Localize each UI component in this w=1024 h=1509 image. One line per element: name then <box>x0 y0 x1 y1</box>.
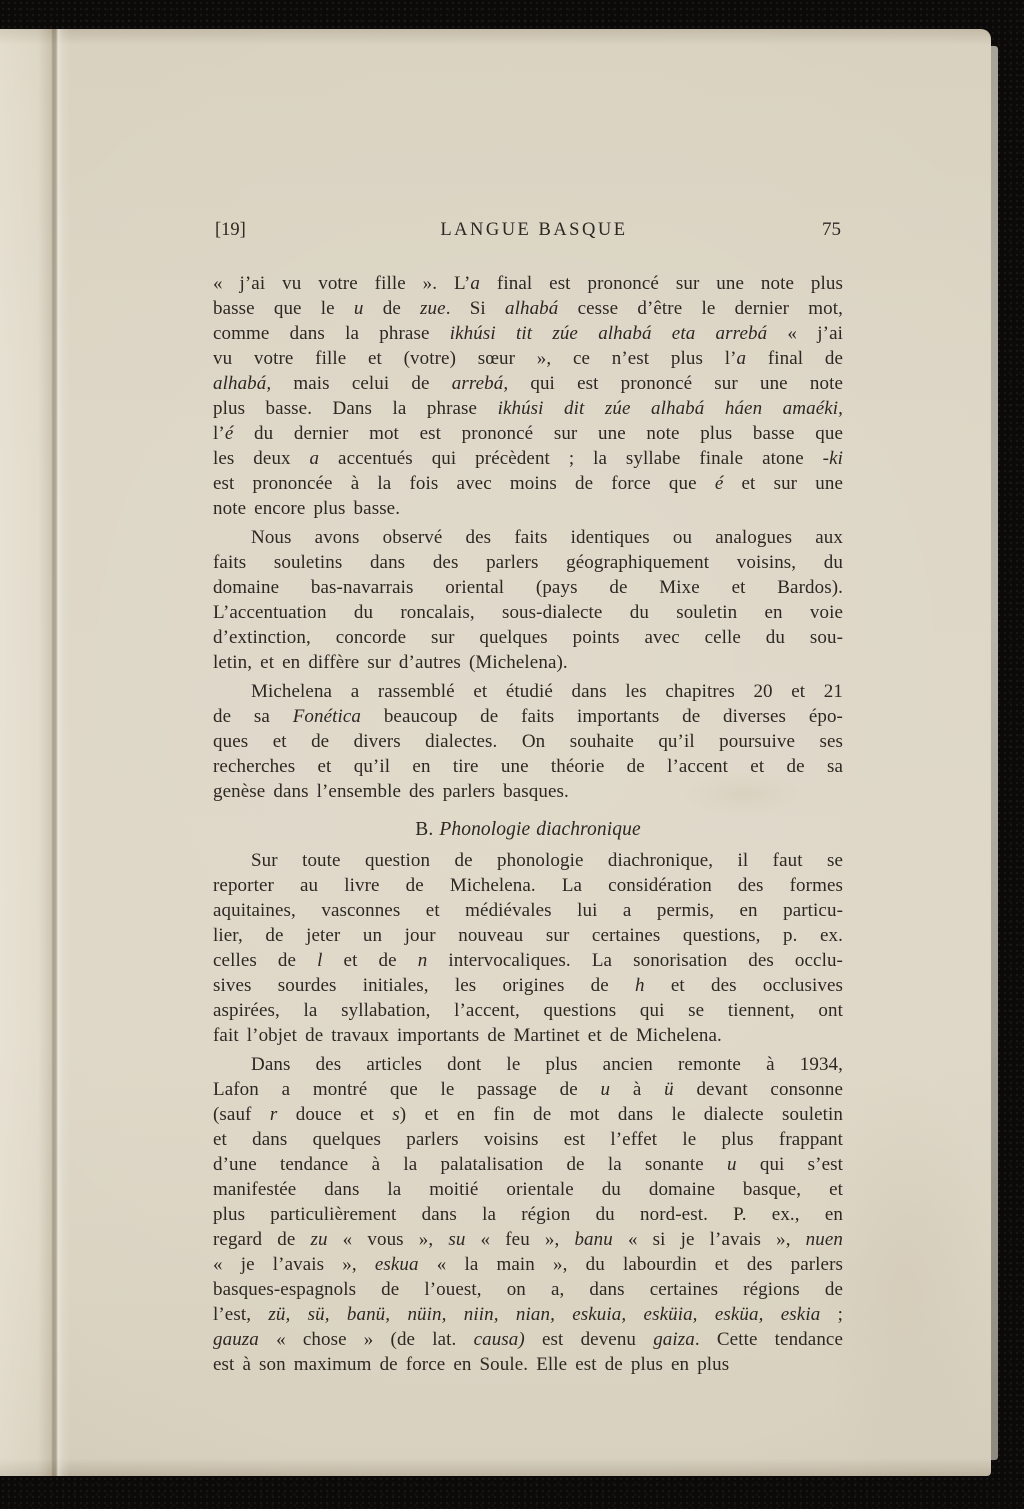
text-line <box>213 396 843 421</box>
text-segment: eskua <box>374 1254 419 1275</box>
paragraph <box>213 525 843 675</box>
text-segment: é <box>714 473 724 494</box>
text-segment: les deux <box>213 448 310 469</box>
text-segment: a <box>309 448 320 469</box>
text-line <box>213 650 843 675</box>
text-segment: qui s’est <box>736 1154 843 1175</box>
text-line <box>213 421 843 446</box>
text-segment: u <box>600 1079 611 1100</box>
text-segment: faits souletins dans des parlers géographiquement voisins, du <box>213 552 843 573</box>
text-segment: plus basse. Dans la phrase <box>213 398 498 419</box>
text-segment: basques-espagnols de l’ouest, on a, dans certaines régions de <box>213 1279 843 1300</box>
text-segment: devant consonne <box>673 1079 843 1100</box>
text-segment: cesse d’être le dernier mot, <box>558 298 843 319</box>
text-segment: l’est, <box>213 1304 269 1325</box>
text-line <box>213 1127 843 1152</box>
text-body <box>213 271 843 1377</box>
text-segment: sives sourdes initiales, les origines de <box>213 975 636 996</box>
text-segment: zue <box>420 298 446 319</box>
text-segment: intervocaliques. La sonorisation des occlu- <box>427 950 843 971</box>
text-segment: vu votre fille et (votre) sœur », ce n’est plus l’ <box>213 348 737 369</box>
text-segment: et dans quelques parlers voisins est l’effet le plus frappant <box>213 1129 843 1150</box>
text-segment: Sur toute question de phonologie diachronique, il faut se <box>251 850 843 871</box>
text-segment: à <box>610 1079 665 1100</box>
text-line <box>213 550 843 575</box>
text-line <box>213 1152 843 1177</box>
text-line <box>213 1202 843 1227</box>
text-line <box>213 1327 843 1352</box>
text-segment: zü, sü, banü, nüin, niin, nian, eskuia, esküia, esküa, eskia <box>268 1304 821 1325</box>
text-segment: a <box>470 273 481 294</box>
text-segment: é <box>224 423 234 444</box>
text-line <box>213 679 843 704</box>
text-line <box>213 729 843 754</box>
text-segment: accentués qui précèdent ; la syllabe finale atone <box>319 448 823 469</box>
paragraph <box>213 848 843 1048</box>
text-segment: alhabá <box>504 298 559 319</box>
text-segment: de sa <box>213 706 293 727</box>
text-segment: est devenu <box>524 1329 654 1350</box>
text-segment: basse que le <box>213 298 354 319</box>
text-line <box>213 371 843 396</box>
text-segment: « la main », du labourdin et des parlers <box>418 1254 843 1275</box>
text-line <box>213 271 843 296</box>
text-segment: aquitaines, vasconnes et médiévales lui a permis, en particu- <box>213 900 843 921</box>
text-segment: u <box>353 298 364 319</box>
text-line <box>213 848 843 873</box>
text-line <box>213 1077 843 1102</box>
text-segment: qui est prononcé sur une note <box>508 373 843 394</box>
text-line <box>213 1352 843 1377</box>
text-segment: genèse dans l’ensemble des parlers basques. <box>213 781 569 802</box>
text-line <box>213 873 843 898</box>
page-block-edge <box>991 46 998 1460</box>
text-segment: recherches et qu’il en tire une théorie de l’accent et de sa <box>213 756 843 777</box>
text-segment: est à son maximum de force en Soule. Elle est de plus en plus <box>213 1354 730 1375</box>
text-segment: ; <box>820 1304 843 1325</box>
text-segment: « j’ai vu votre fille ». L’ <box>213 273 471 294</box>
text-segment: alhabá, <box>213 373 272 394</box>
text-segment: s <box>392 1104 400 1125</box>
text-line <box>213 1177 843 1202</box>
text-line <box>213 754 843 779</box>
text-line <box>213 600 843 625</box>
page-header <box>213 219 843 241</box>
text-segment: d’une tendance à la palatalisation de la sonante <box>213 1154 727 1175</box>
text-segment: Lafon a montré que le passage de <box>213 1079 601 1100</box>
text-segment: et sur une <box>723 473 843 494</box>
text-segment: ques et de divers dialectes. On souhaite qu’il poursuive ses <box>213 731 843 752</box>
text-segment: nuen <box>805 1229 843 1250</box>
text-segment: r <box>269 1104 278 1125</box>
text-segment: causa) <box>473 1329 525 1350</box>
text-segment: zu <box>310 1229 328 1250</box>
text-segment: final de <box>746 348 843 369</box>
text-segment: douce et <box>277 1104 393 1125</box>
text-segment: ikhúsi tit zúe alhabá eta arrebá <box>449 323 768 344</box>
text-segment: gaiza <box>653 1329 695 1350</box>
text-line <box>213 471 843 496</box>
text-segment: (sauf <box>213 1104 270 1125</box>
text-segment: lier, de jeter un jour nouveau sur certaines questions, p. ex. <box>213 925 843 946</box>
text-segment: Fonética <box>292 706 362 727</box>
text-segment: regard de <box>213 1229 311 1250</box>
text-segment: manifestée dans la moitié orientale du domaine basque, et <box>213 1179 843 1200</box>
text-segment: su <box>448 1229 466 1250</box>
text-segment: note encore plus basse. <box>213 498 401 519</box>
text-segment: et des occlusives <box>644 975 843 996</box>
text-segment: Dans des articles dont le plus ancien remonte à 1934, <box>251 1054 843 1075</box>
text-segment: est prononcée à la fois avec moins de force que <box>213 473 715 494</box>
text-line <box>213 1227 843 1252</box>
text-segment: domaine bas-navarrais oriental (pays de Mixe et Bardos). <box>213 577 843 598</box>
text-line <box>213 321 843 346</box>
text-segment: « feu », <box>465 1229 575 1250</box>
column-reference-number: [19] <box>215 220 246 240</box>
text-segment: « j’ai <box>767 323 843 344</box>
text-segment: B. <box>415 819 440 840</box>
text-segment: letin, et en diffère sur d’autres (Michelena). <box>213 652 568 673</box>
text-line <box>213 998 843 1023</box>
text-segment: -ki <box>822 448 843 469</box>
text-segment: ü <box>664 1079 674 1100</box>
text-line <box>213 973 843 998</box>
text-segment: n <box>417 950 428 971</box>
text-segment: « je l’avais », <box>213 1254 375 1275</box>
running-title: LANGUE BASQUE <box>440 220 628 240</box>
text-line <box>213 1023 843 1048</box>
text-line <box>213 923 843 948</box>
text-segment: . Si <box>445 298 505 319</box>
text-line <box>213 575 843 600</box>
page-number: 75 <box>822 219 841 240</box>
text-line <box>213 1302 843 1327</box>
text-line <box>213 1102 843 1127</box>
text-segment: Michelena a rassemblé et étudié dans les chapitres 20 et 21 <box>251 681 843 702</box>
text-segment: et de <box>322 950 418 971</box>
text-line <box>213 296 843 321</box>
text-segment: a <box>736 348 747 369</box>
text-segment: « chose » (de lat. <box>258 1329 474 1350</box>
text-line <box>213 625 843 650</box>
text-line <box>213 948 843 973</box>
text-segment: du dernier mot est prononcé sur une note plus basse que <box>233 423 843 444</box>
text-segment: fait l’objet de travaux importants de Martinet et de Michelena. <box>213 1025 722 1046</box>
text-segment: gauza <box>213 1329 259 1350</box>
text-segment: reporter au livre de Michelena. La considération des formes <box>213 875 843 896</box>
text-segment: Nous avons observé des faits identiques ou analogues aux <box>251 527 843 548</box>
text-line <box>213 1277 843 1302</box>
text-line <box>213 346 843 371</box>
text-segment: u <box>726 1154 737 1175</box>
page-content <box>213 219 843 1377</box>
book-page <box>0 29 991 1476</box>
text-segment: d’extinction, concorde sur quelques points avec celle du sou- <box>213 627 843 648</box>
text-segment: l <box>317 950 323 971</box>
text-segment: beaucoup de faits importants de diverses épo- <box>361 706 843 727</box>
section-heading <box>213 817 843 842</box>
text-segment: L’accentuation du roncalais, sous-dialecte du souletin en voie <box>213 602 843 623</box>
paragraph <box>213 679 843 804</box>
text-segment: . Cette tendance <box>694 1329 843 1350</box>
text-segment: « si je l’avais », <box>612 1229 806 1250</box>
text-segment: celles de <box>213 950 318 971</box>
text-line <box>213 779 843 804</box>
text-segment: banu <box>574 1229 613 1250</box>
text-segment: ) et en fin de mot dans le dialecte souletin <box>399 1104 843 1125</box>
text-line <box>213 817 843 842</box>
text-segment: arrebá, <box>451 373 509 394</box>
paragraph <box>213 1052 843 1377</box>
text-line <box>213 898 843 923</box>
text-segment: plus particulièrement dans la région du nord-est. P. ex., en <box>213 1204 843 1225</box>
text-line <box>213 496 843 521</box>
text-line <box>213 1252 843 1277</box>
text-segment: de <box>363 298 421 319</box>
text-line <box>213 446 843 471</box>
text-segment: Phonologie diachronique <box>439 819 641 840</box>
text-segment: final est prononcé sur une note plus <box>480 273 843 294</box>
text-segment: comme dans la phrase <box>213 323 450 344</box>
text-line <box>213 704 843 729</box>
text-segment: l’ <box>213 423 225 444</box>
text-line <box>213 525 843 550</box>
paragraph <box>213 271 843 521</box>
text-segment: mais celui de <box>271 373 452 394</box>
text-segment: h <box>635 975 645 996</box>
text-line <box>213 1052 843 1077</box>
text-segment: « vous », <box>327 1229 449 1250</box>
text-segment: ikhúsi dit zúe alhabá háen amaéki, <box>497 398 843 419</box>
text-segment: aspirées, la syllabation, l’accent, questions qui se tiennent, ont <box>213 1000 843 1021</box>
